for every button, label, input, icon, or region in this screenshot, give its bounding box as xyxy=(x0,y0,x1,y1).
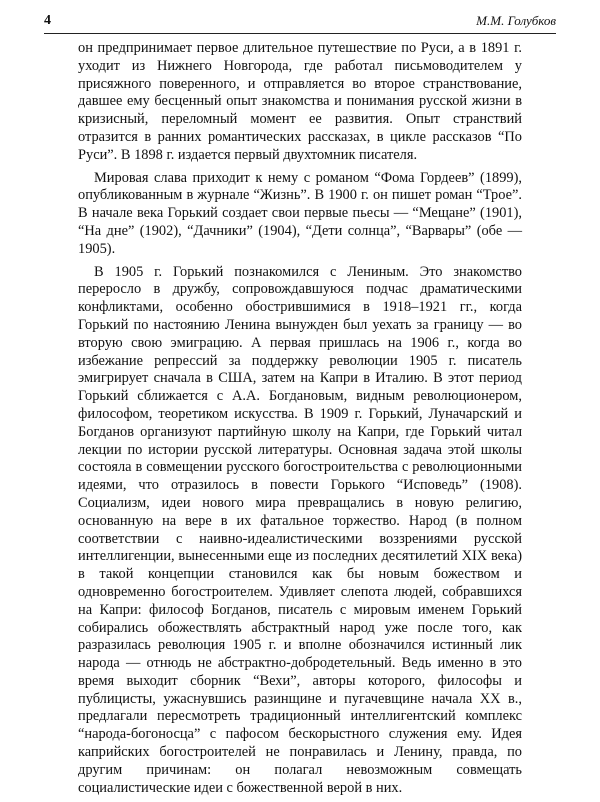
running-head xyxy=(44,13,556,34)
body-text xyxy=(78,40,522,802)
paragraph-1: он предпринимает первое длительное путешествие по Руси, а в 1891 г. уходит из Нижнего Новгорода, где работал письмоводителем у присяжного поверенного, и отправляется во второе странствование, давшее ему бесценный опыт знакомства и понимания русской жизни в кризисный, переломный момент ее развития. Опыт странствий отразится в ранних романтических рассказах, в цикле рассказов “По Руси”. В 1898 г. издается первый двухтомник писателя. xyxy=(78,40,522,163)
paragraph-2: Мировая слава приходит к нему с романом “Фома Гордеев” (1899), опубликованным в журнале “Жизнь”. В 1900 г. он пишет роман “Трое”. В начале века Горький создает свои первые пьесы — “Мещане” (1901), “На дне” (1902), “Дачники” (1904), “Дети солнца”, “Варвары” (обе — 1905). xyxy=(78,169,522,257)
running-title: М.М. Голубков xyxy=(476,13,556,28)
paragraph-3: В 1905 г. Горький познакомился с Лениным. Это знакомство переросло в дружбу, сопровождавшуюся подчас драматическими конфликтами, особенно обострившимися в 1918–1921 гг., когда Горький по настоянию Ленина вынужден был уехать за границу — во вторую свою эмиграцию. А первая пришлась на 1906 г., когда во избежание репрессий за поддержку революции 1905 г. писатель эмигрирует сначала в США, затем на Капри в Италию. В этот период Горький сближается с А.А. Богдановым, видным революционером, философом, теоретиком искусства. В 1909 г. Горький, Луначарский и Богданов организуют партийную школу на Капри, где Горький читал лекции по истории русской литературы. Основная задача этой школы состояла в совмещении русского богостроительства с революционными идеями, что отразилось в повести Горького “Исповедь” (1908). Социализм, идеи нового мира превращались в новую религию, основанную на вере в их фатальное торжество. Народ (в полном соответствии с наивно-идеалистическими воззрениями русской интеллигенции, вынесенными еще из последних десятилетий XIX века) в такой концепции становился как бы новым божеством и одновременно богостроителем. Удивляет слепота людей, собравшихся на Капри: философ Богданов, писатель с мировым именем Горький собирались обожествлять абстрактный народ уже после того, как разразилась революция 1905 г. и вполне обозначился истинный лик народа — отнюдь не абстрактно-добродетельный. Ведь именно в это время выходит сборник “Вехи”, авторы которого, философы и публицисты, ужаснувшись разинщине и пугачевщине начала XX в., предлагали пересмотреть традиционный интеллигентский комплекс “народа-богоносца” с пафосом бескорыстного служения ему. Идея каприйских богостроителей не понравилась и Ленину, правда, по другим причинам: он полагал невозможным совмещать социалистические идеи с божественной верой в них. xyxy=(78,263,522,796)
page-number: 4 xyxy=(44,13,51,28)
